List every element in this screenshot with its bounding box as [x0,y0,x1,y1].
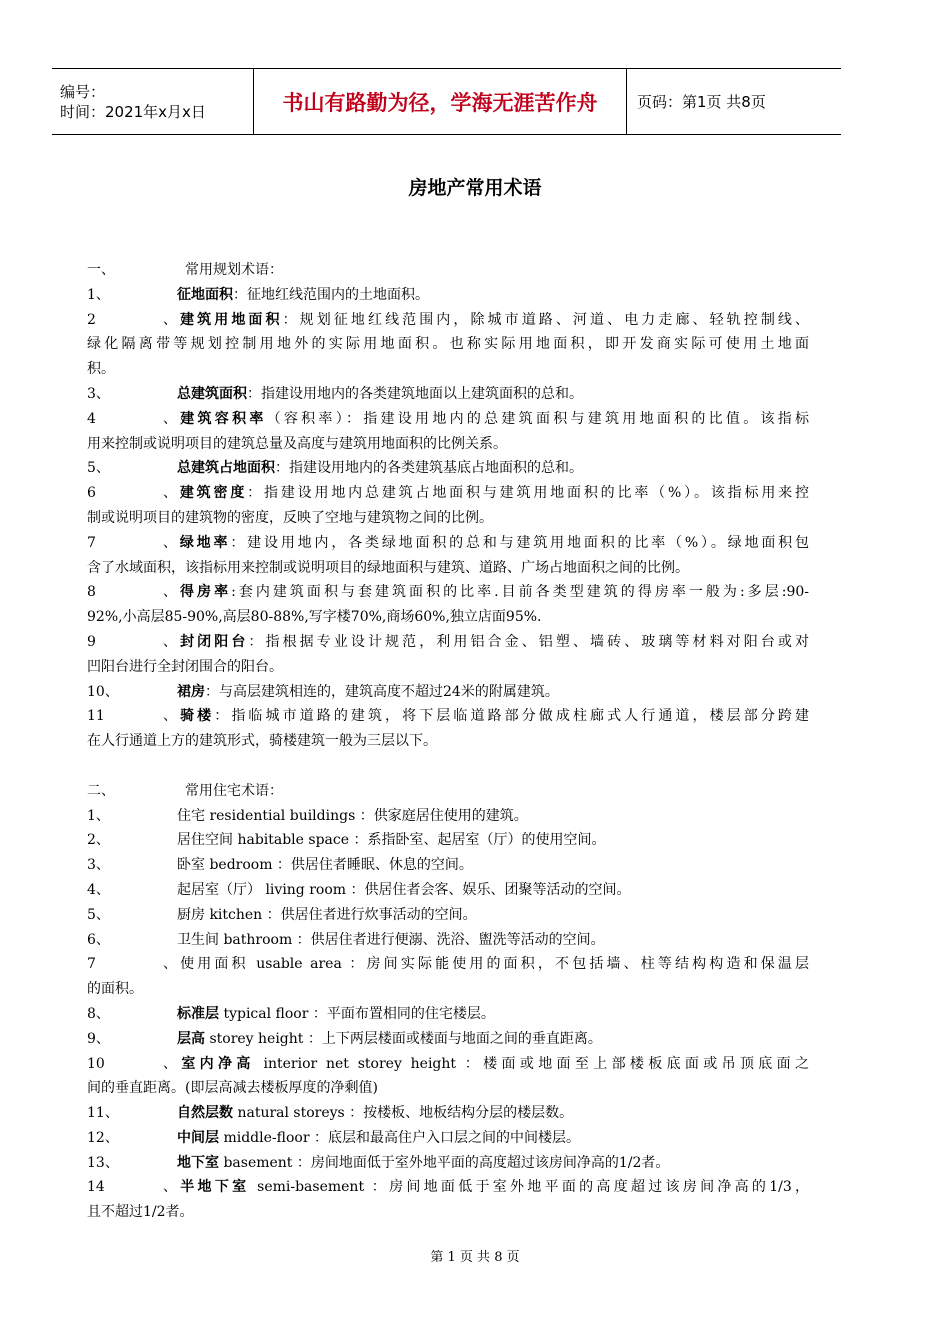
term-line [87,332,809,357]
term-line [87,630,809,655]
term-name: 建筑容积率 [177,410,267,427]
section-number: 二、 [87,782,115,799]
term-definition: 卧室 bedroom ：供居住者睡眠、休息的空间。 [177,857,473,874]
item-number: 2、 [87,311,177,328]
item-number: 12、 [87,1129,119,1146]
term-line [87,506,809,531]
item-number: 11、 [87,1105,119,1122]
term-definition: 厨房 kitchen ：供居住者进行炊事活动的空间。 [177,906,477,923]
term-line [87,1151,809,1176]
term-line [87,1175,809,1200]
term-name: 标准层 [177,1005,219,1022]
term-definition: 使用面积 usable area ：房间实际能使用的面积，不包括墙、柱等结构构造和保温层 [177,956,809,973]
term-line [87,680,809,705]
item-number: 7、 [87,534,177,551]
term-line [87,853,809,878]
term-definition: 92%,小高层85-90%,高层80-88%,写字楼70%,商场60%,独立店面95%. [87,609,542,626]
page-title: 房地产常用术语 [408,177,542,199]
term-name: 骑楼 [177,708,215,725]
section-heading-text: 常用住宅术语： [185,782,283,799]
term-definition: natural storeys ：按楼板、地板结构分层的楼层数。 [233,1105,574,1122]
term-definition: ：征地红线范围内的土地面积。 [233,286,429,303]
section-spacer [87,754,809,779]
term-definition: ：指建设用地内的各类建筑地面以上建筑面积的总和。 [247,385,583,402]
term-name: 总建筑面积 [177,385,247,402]
term-line [87,605,809,630]
term-definition: 制或说明项目的建筑物的密度，反映了空地与建筑物之间的比例。 [87,509,493,526]
item-number: 1、 [87,807,110,824]
term-line [87,382,809,407]
term-name: 中间层 [177,1129,219,1146]
term-definition: 绿化隔离带等规划控制用地外的实际用地面积。也称实际用地面积，即开发商实际可使用土地面 [87,336,809,353]
item-number: 5、 [87,460,110,477]
term-line [87,928,809,953]
term-name: 层高 [177,1030,205,1047]
term-line [87,729,809,754]
term-line [87,903,809,928]
header-meta [52,69,254,134]
term-name: 建筑密度 [177,485,248,502]
header-motto [254,69,627,134]
term-definition: 且不超过1/2者。 [87,1204,194,1221]
term-line [87,1126,809,1151]
term-definition: （容积率）：指建设用地内的总建筑面积与建筑用地面积的比值。该指标 [266,410,809,427]
item-number: 13、 [87,1154,119,1171]
header-page-info [627,69,841,134]
item-number: 3、 [87,857,110,874]
term-line [87,357,809,382]
term-name: 绿地率 [177,534,231,551]
doc-code-label: 编号： [60,82,106,101]
term-definition: 的面积。 [87,981,143,998]
item-number: 9、 [87,633,177,650]
term-line [87,952,809,977]
term-line [87,481,809,506]
item-number: 7、 [87,956,177,973]
term-line [87,308,809,333]
term-name: 总建筑占地面积 [177,460,275,477]
term-line [87,556,809,581]
term-definition: ：指根据专业设计规范，利用铝合金、铝塑、墙砖、玻璃等材料对阳台或对 [248,633,809,650]
term-line [87,655,809,680]
term-line [87,828,809,853]
term-line [87,1101,809,1126]
term-line [87,580,809,605]
item-number: 4、 [87,410,177,427]
term-definition: 居住空间 habitable space ：系指卧室、起居室（厅）的使用空间。 [177,832,606,849]
term-name: 半地下室 [177,1179,250,1196]
term-definition: storey height ：上下两层楼面或楼面与地面之间的垂直距离。 [205,1030,602,1047]
term-line [87,283,809,308]
item-number: 6、 [87,931,110,948]
item-number: 14、 [87,1179,177,1196]
page-header [52,68,841,135]
term-line [87,456,809,481]
term-line [87,1002,809,1027]
term-name: 裙房 [177,683,205,700]
item-number: 1、 [87,286,110,303]
section-heading-text: 常用规划术语： [185,262,283,278]
term-definition: 卫生间 bathroom ：供居住者进行便溺、洗浴、盥洗等活动的空间。 [177,931,605,948]
doc-time-label: 时间：2021年x月x日 [60,102,206,121]
item-number: 10、 [87,683,119,700]
term-definition: 凹阳台进行全封闭围合的阳台。 [87,658,283,675]
term-definition: middle-floor ：底层和最高住户入口层之间的中间楼层。 [219,1129,580,1146]
term-definition: semi-basement ：房间地面低于室外地平面的高度超过该房间净高的1/3， [249,1179,809,1196]
term-definition: :套内建筑面积与套建筑面积的比率.目前各类型建筑的得房率一般为:多层:90- [231,584,809,601]
term-name: 地下室 [177,1154,219,1171]
term-definition: 含了水域面积，该指标用来控制或说明项目的绿地面积与建筑、道路、广场占地面积之间的比例。 [87,559,689,576]
term-line [87,1076,809,1101]
term-definition: ：指临城市道路的建筑，将下层临道路部分做成柱廊式人行通道，楼层部分跨建 [214,708,809,725]
item-number: 3、 [87,385,110,402]
item-number: 11、 [87,708,177,725]
term-definition: 用来控制或说明项目的建筑总量及高度与建筑用地面积的比例关系。 [87,435,507,452]
page-footer: 第 1 页 共 8 页 [430,1250,520,1265]
term-name: 室内净高 [177,1055,255,1072]
page-info-text: 页码：第1页 共8页 [637,93,766,111]
item-number: 9、 [87,1030,110,1047]
item-number: 8、 [87,584,177,601]
term-definition: ：规划征地红线范围内，除城市道路、河道、电力走廊、轻轨控制线、 [282,311,809,328]
term-line [87,1052,809,1077]
term-definition: 积。 [87,361,115,378]
term-definition: ：建设用地内，各类绿地面积的总和与建筑用地面积的比率（%）。绿地面积包 [230,534,809,551]
section-heading [87,779,809,804]
term-name: 建筑用地面积 [177,311,283,328]
term-line [87,1027,809,1052]
term-name: 得房率 [177,584,232,601]
term-definition: ：指建设用地内的各类建筑基底占地面积的总和。 [275,460,583,477]
term-definition: 间的垂直距离。(即层高减去楼板厚度的净剩值) [87,1080,378,1097]
motto-text: 书山有路勤为径，学海无涯苦作舟 [282,90,598,115]
term-definition: 住宅 residential buildings ：供家庭居住使用的建筑。 [177,807,528,824]
term-definition: 起居室（厅） living room ：供居住者会客、娱乐、团聚等活动的空间。 [177,881,631,898]
term-definition: basement ：房间地面低于室外地平面的高度超过该房间净高的1/2者。 [219,1154,670,1171]
term-definition: typical floor ：平面布置相同的住宅楼层。 [219,1005,495,1022]
term-name: 征地面积 [177,286,233,303]
item-number: 4、 [87,881,110,898]
document-body [87,258,809,1225]
term-definition: 在人行通道上方的建筑形式，骑楼建筑一般为三层以下。 [87,733,437,750]
term-line [87,878,809,903]
term-name: 封闭阳台 [177,633,249,650]
term-line [87,407,809,432]
term-definition: interior net storey height ：楼面或地面至上部楼板底面或吊顶底面之 [254,1055,809,1072]
term-line [87,432,809,457]
item-number: 10、 [87,1055,177,1072]
term-line [87,1200,809,1225]
section-heading [87,258,809,283]
item-number: 8、 [87,1005,110,1022]
item-number: 5、 [87,906,110,923]
term-definition: ：指建设用地内总建筑占地面积与建筑用地面积的比率（%）。该指标用来控 [247,485,809,502]
item-number: 6、 [87,485,177,502]
term-line [87,704,809,729]
section-number: 一、 [87,262,115,278]
term-line [87,804,809,829]
term-definition: ：与高层建筑相连的，建筑高度不超过24米的附属建筑。 [205,683,559,700]
item-number: 2、 [87,832,110,849]
term-name: 自然层数 [177,1105,233,1122]
term-line [87,531,809,556]
term-line [87,977,809,1002]
